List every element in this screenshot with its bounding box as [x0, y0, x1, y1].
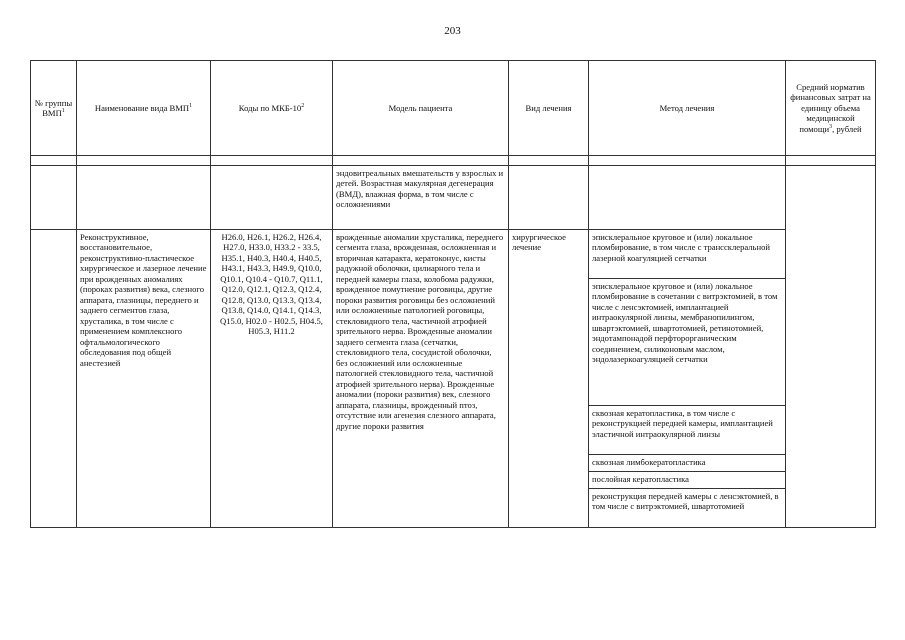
header-mkb-codes: Коды по МКБ-$10^2$	[211, 61, 333, 156]
method-cell: послойная кератопластика	[589, 472, 786, 489]
cost-cell	[786, 166, 876, 528]
method-cell: реконструкция передней камеры с ленсэктомией, в том числе с витрэктомией, швартотомией	[589, 489, 786, 528]
continuation-patient-model: эндовитреальных вмешательств у взрослых и детей. Возрастная макулярная дегенерация (ВМД), влажная форма, в том числе с осложнениями	[333, 166, 509, 230]
method-cell: сквозная кератопластика, в том числе с реконструкцией передней камеры, имплантацией эластичной интраокулярной линзы	[589, 406, 786, 455]
group-no-cell	[31, 230, 77, 528]
header-treatment-type: Вид лечения	[509, 61, 589, 156]
vmp-table	[30, 60, 876, 528]
page-number: 203	[444, 25, 461, 37]
table-row	[31, 230, 876, 279]
method-cell: эписклеральное круговое и (или) локальное пломбирование в сочетании с витрэктомией, в том числе с ленсэктомией, имплантацией интраокулярной линзы, мембранопилингом, швартэктомией, швартотомией, ретинотомией, эндотампонадой перфторорганическим соединением, силиконовым маслом, эндолазеркоагуляцией сетчатки	[589, 279, 786, 406]
header-group-no: № группы ВМП$^1$	[31, 61, 77, 156]
method-cell: сквозная лимбокератопластика	[589, 455, 786, 472]
patient-model-cell: врожденные аномалии хрусталика, переднего сегмента глаза, врожденная, осложненная и вторичная катаракта, кератоконус, кисты радужной оболочки, цилиарного тела и передней камеры глаза, колобома радужки, врожденное помутнение роговицы, другие пороки развития роговицы без осложнений или осложненные патологией роговицы, стекловидного тела, частичной атрофией зрительного нерва. Врожденные аномалии заднего сегмента глаза (сетчатки, стекловидного тела, сосудистой оболочки, без осложнений или осложненные патологией стекловидного тела, частичной атрофией зрительного нерва). Врожденные аномалии (пороки развития) век, слезного аппарата, глазницы, врожденный птоз, отсутствие или агенезия слезного аппарата, другие пороки развития	[333, 230, 509, 528]
header-treatment-method: Метод лечения	[589, 61, 786, 156]
treatment-type-cell: хирургическое лечение	[509, 230, 589, 528]
vmp-name-cell: Реконструктивное, восстановительное, реконструктивно-пластическое хирургическое и лазерное лечение при врожденных аномалиях (пороках развития) века, слезного аппарата, глазницы, переднего и заднего сегментов глаза, хрусталика, в том числе с применением комплексного офтальмологического обследования под общей анестезией	[77, 230, 211, 528]
header-patient-model: Модель пациента	[333, 61, 509, 156]
continuation-row	[31, 166, 876, 230]
method-cell: эписклеральное круговое и (или) локальное пломбирование, в том числе с транссклеральной лазерной коагуляцией сетчатки	[589, 230, 786, 279]
header-row	[31, 61, 876, 156]
header-vmp-name: Наименование вида ВМП$^1$	[77, 61, 211, 156]
column-number-row	[31, 156, 876, 166]
mkb-codes-cell: H26.0, H26.1, H26.2, H26.4, H27.0, H33.0, H33.2 - 33.5, H35.1, H40.3, H40.4, H40.5, H43.1, H43.3, H49.9, Q10.0, Q10.1, Q10.4 - Q10.7, Q11.1, Q12.0, Q12.1, Q12.3, Q12.4, Q12.8, Q13.0, Q13.3, Q13.4, Q13.8, Q14.0, Q14.1, Q14.3, Q15.0, H02.0 - H02.5, H04.5, H05.3, H11.2	[211, 230, 333, 528]
header-cost-norm: Средний норматив финансовых затрат на единицу объема медицинской помощи$^3$, рублей	[786, 61, 876, 156]
